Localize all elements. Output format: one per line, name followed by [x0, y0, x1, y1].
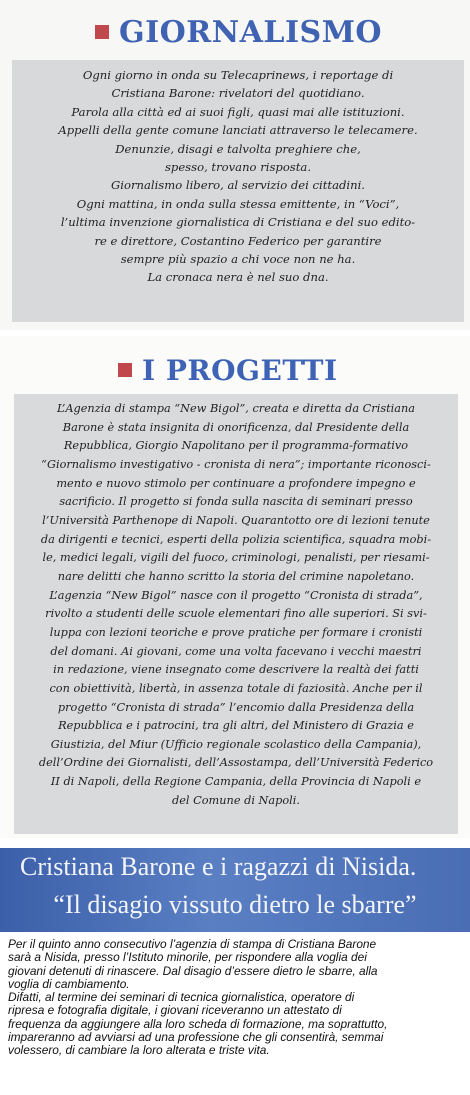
- text-line: sempre più spazio a chi voce non ne ha.: [120, 252, 356, 267]
- text-line: con obiettività, libertà, in assenza totale di faziosità. Anche per il: [49, 681, 423, 695]
- text-line: nare delitti che hanno scritto la storia del crimine napoletano.: [57, 569, 415, 583]
- caption-paragraph: [8, 938, 464, 1058]
- text-line: mento e nuovo stimolo per continuare a profondere impegno e: [56, 476, 416, 490]
- caption-line: giovani detenuti di rinascere. Dal disagio d’essere dietro le sbarre, alla: [8, 963, 378, 978]
- progetti-headline: I PROGETTI: [142, 353, 338, 387]
- text-line: “Giornalismo investigativo - cronista di nera”; importante riconosci-: [41, 457, 431, 471]
- progetti-header: [118, 350, 338, 390]
- text-line: Cristiana Barone: rivelatori del quotidiano.: [111, 86, 365, 101]
- text-line: II di Napoli, della Regione Campania, della Provincia di Napoli e: [50, 775, 422, 789]
- text-line: La cronaca nera è nel suo dna.: [147, 270, 329, 285]
- text-line: Appelli della gente comune lanciati attraverso le telecamere.: [58, 123, 418, 138]
- text-line: dell’Ordine dei Giornalisti, dell’Assostampa, dell’Università Federico: [38, 756, 434, 770]
- text-line: Repubblica, Giorgio Napolitano per il programma-formativo: [63, 439, 409, 453]
- text-line: progetto “Cronista di strada” l’encomio dalla Presidenza della: [57, 700, 415, 714]
- red-square-bullet-icon: [95, 25, 109, 39]
- text-line: rivolto a studenti delle scuole elementari fino alle superiori. Si svi-: [45, 607, 427, 621]
- text-line: Ogni giorno in onda su Telecaprinews, i reportage di: [82, 68, 394, 82]
- giornalismo-headline: GIORNALISMO: [119, 14, 383, 50]
- progetti-clipping: [0, 336, 470, 838]
- text-line: Giustizia, del Miur (Ufficio regionale scolastico della Campania),: [50, 737, 422, 751]
- banner-title: Cristiana Barone e i ragazzi di Nisida.: [20, 852, 417, 881]
- caption-line: voglia di cambiamento.: [8, 976, 130, 991]
- text-line: luppa con lezioni teoriche e prove pratiche per formare i cronisti: [49, 625, 423, 639]
- banner-subtitle: “Il disagio vissuto dietro le sbarre”: [53, 890, 417, 919]
- text-line: re e direttore, Costantino Federico per garantire: [94, 233, 382, 248]
- text-line: del domani. Ai giovani, come una volta facevano i vecchi maestri: [50, 644, 422, 658]
- text-line: L’Agenzia di stampa “New Bigol”, creata e diretta da Cristiana: [56, 402, 416, 415]
- text-line: l’ultima invenzione giornalistica di Cristiana e del suo edito-: [60, 215, 416, 230]
- text-line: da dirigenti e tecnici, esperti della polizia scientifica, squadra mobi-: [40, 532, 432, 546]
- caption-line: impareranno ad avviarsi ad una professione che gli consentirà, semmai: [8, 1030, 384, 1045]
- article-caption: [0, 936, 470, 1086]
- caption-line: sarà a Nisida, presso l’Istituto minorile, per rispondere alla voglia dei: [8, 950, 367, 965]
- nisida-banner: [0, 848, 470, 932]
- red-square-bullet-icon: [118, 363, 132, 377]
- text-line: spesso, trovano risposta.: [164, 160, 312, 175]
- caption-line: Difatti, al termine dei seminari di tecnica giornalistica, operatore di: [8, 990, 355, 1005]
- text-line: del Comune di Napoli.: [171, 793, 300, 807]
- caption-line: volessero, di cambiare la loro alterata e triste vita.: [8, 1043, 270, 1058]
- text-line: Barone è stata insignita di onorificenza, dal Presidente della: [62, 420, 410, 434]
- text-line: l’Università Parthenope di Napoli. Quarantotto ore di lezioni tenute: [42, 513, 430, 527]
- progetti-text-box: [14, 394, 458, 834]
- text-line: Ogni mattina, in onda sulla stessa emittente, in “Voci”,: [76, 196, 400, 211]
- text-line: L’agenzia “New Bigol” nasce con il progetto “Cronista di strada”,: [49, 588, 423, 602]
- text-line: Giornalismo libero, al servizio dei cittadini.: [111, 178, 365, 193]
- text-line: sacrificio. Il progetto si fonda sulla nascita di seminari presso: [59, 495, 413, 509]
- giornalismo-text-box: [12, 60, 464, 322]
- text-line: Denunzie, disagi e talvolta preghiere che,: [115, 141, 361, 156]
- text-line: le, medici legali, vigili del fuoco, criminologi, penalisti, per riesami-: [42, 551, 430, 565]
- progetti-paragraph: [20, 400, 452, 810]
- text-line: in redazione, viene insegnato come descrivere la realtà dei fatti: [53, 663, 419, 677]
- text-line: Parola alla città ed ai suoi figli, quasi mai alle istituzioni.: [71, 104, 405, 119]
- giornalismo-paragraph: [20, 66, 456, 287]
- text-line: Repubblica e i patrocini, tra gli altri, del Ministero di Grazia e: [58, 719, 414, 733]
- caption-line: Per il quinto anno consecutivo l’agenzia di stampa di Cristiana Barone: [8, 937, 377, 951]
- caption-line: frequenza da aggiungere alla loro scheda di formazione, ma soprattutto,: [8, 1016, 388, 1031]
- caption-line: ripresa e fotografia digitale, i giovani riceveranno un attestato di: [8, 1003, 342, 1018]
- giornalismo-clipping: [0, 0, 470, 330]
- giornalismo-header: [95, 10, 382, 54]
